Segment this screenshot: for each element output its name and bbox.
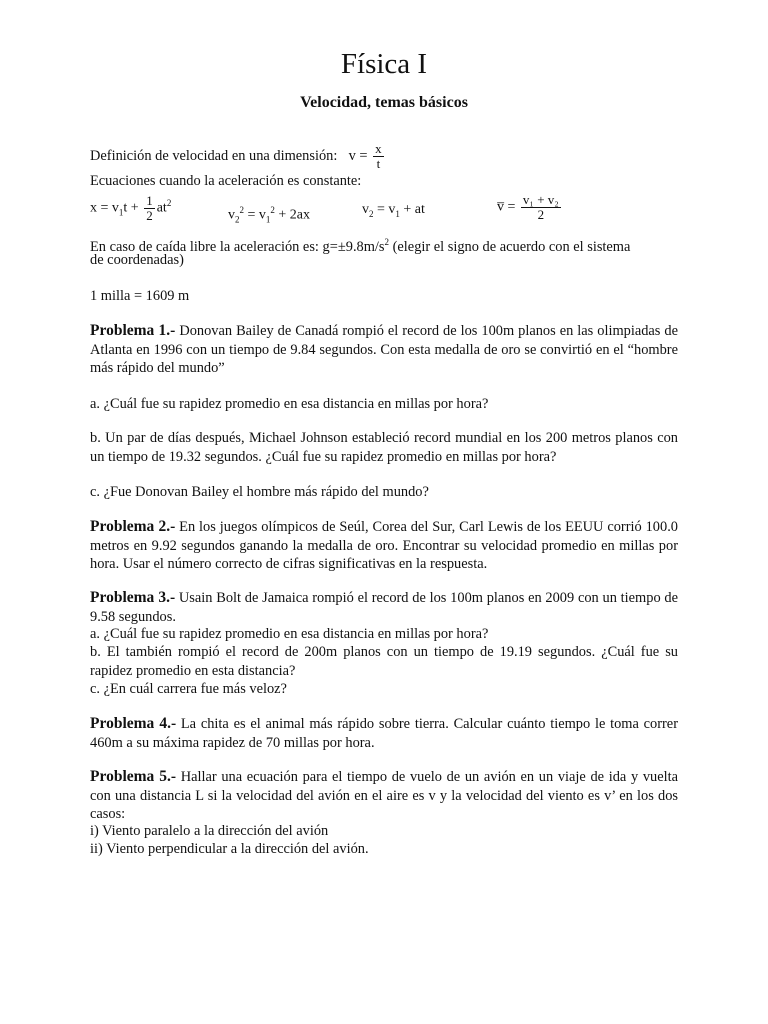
- problem-3-question-b: b. El también rompió el record de 200m planos con un tiempo de 19.19 segundos. ¿Cuál fue su rapidez promedio en esta distancia?: [90, 644, 678, 679]
- problem-3-text: Usain Bolt de Jamaica rompió el record de los 100m planos en 2009 con un tiempo de 9.58 segundos.: [90, 590, 678, 625]
- average-velocity-fraction: $\frac{\text{v₁ + v₂}}{2}$: [522, 192, 559, 222]
- definition-fraction: [373, 142, 384, 171]
- problem-2-text: En los juegos olímpicos de Seúl, Corea del Sur, Carl Lewis de los EEUU corrió 100.0 metros en 9.92 segundos ganando la medalla de oro. Encontrar su velocidad promedio en millas por hora. Usar el número correcto de cifras significativas en la respuesta.: [90, 519, 678, 572]
- equation-position-fraction: $\frac{1}{2}$: [146, 192, 153, 223]
- problem-5-text: Hallar una ecuación para el tiempo de vuelo de un avión en un viaje de ida y vuelta con una distancia L si la velocidad del avión en el aire es v y la velocidad del viento es v’ en los dos casos:: [90, 769, 679, 822]
- equation-velocity-squared: $v_2^2 = v_1^2 + 2ax$: [228, 205, 311, 225]
- problem-1-text: Donovan Bailey de Canadá rompió el record de los 100m planos en las olimpiadas de Atlanta en 1996 con un tiempo de 9.84 segundos. Con esta medalla de oro se convirtió en el “hombre más rápido del mundo”: [90, 323, 678, 376]
- problem-3: [90, 589, 678, 626]
- problem-5: [90, 768, 678, 824]
- problem-5-case-i: i) Viento paralelo a la dirección del avión: [90, 823, 329, 839]
- page-title: Física I: [340, 48, 428, 80]
- equation-average-velocity: v̅ = $\frac{\text{v₁ + v₂}}{2}$: [497, 192, 559, 222]
- velocity-definition: [90, 142, 680, 171]
- problem-1-heading: Problema 1.-: [90, 322, 176, 339]
- problem-2-heading: Problema 2.-: [90, 518, 176, 535]
- problem-4-text: La chita es el animal más rápido sobre tierra. Calcular cuánto tiempo le toma correr 460m a su máxima rapidez de 70 millas por hora.: [90, 716, 678, 751]
- definition-numerator: x: [375, 141, 382, 156]
- problem-5-case-ii: ii) Viento perpendicular a la dirección del avión.: [90, 841, 369, 857]
- problem-3-heading: Problema 3.-: [90, 589, 176, 606]
- unit-conversion: 1 milla = 1609 m: [90, 288, 190, 304]
- definition-denominator: t: [376, 156, 381, 171]
- problem-5-heading: Problema 5.-: [90, 768, 177, 785]
- equation-velocity: $v_2 = v_1$ + at: [362, 202, 425, 219]
- problem-3-question-a: a. ¿Cuál fue su rapidez promedio en esa distancia en millas por hora?: [90, 626, 489, 642]
- free-fall-line: En caso de caída libre la aceleración es: $g=\pm 9.8m/s^2$ (elegir el signo de acuerdo con el sistema: [90, 237, 631, 255]
- equations-intro: Ecuaciones cuando la aceleración es constante:: [90, 173, 362, 189]
- equation-position: $x = v_1t$ + $\frac{1}{2}$ $at^2$: [90, 192, 172, 223]
- problem-1: [90, 322, 678, 378]
- problem-2: [90, 518, 678, 574]
- problem-1-question-a: a. ¿Cuál fue su rapidez promedio en esa distancia en millas por hora?: [90, 396, 489, 412]
- definition-text: Definición de velocidad en una dimensión:: [90, 147, 338, 164]
- page-subtitle: Velocidad, temas básicos: [300, 94, 468, 111]
- problem-4-heading: Problema 4.-: [90, 715, 177, 732]
- definition-lhs: v =: [348, 147, 368, 164]
- problem-4: [90, 715, 678, 752]
- problem-1-question-c: c. ¿Fue Donovan Bailey el hombre más rápido del mundo?: [90, 484, 429, 500]
- problem-1-question-b: b. Un par de días después, Michael Johnson estableció record mundial en los 200 metros planos con un tiempo de 19.32 segundos. ¿Cuál fue su rapidez promedio en millas por hora?: [90, 430, 678, 465]
- problem-3-question-c: c. ¿En cuál carrera fue más veloz?: [90, 681, 287, 697]
- free-fall-line-2: de coordenadas): [90, 252, 184, 268]
